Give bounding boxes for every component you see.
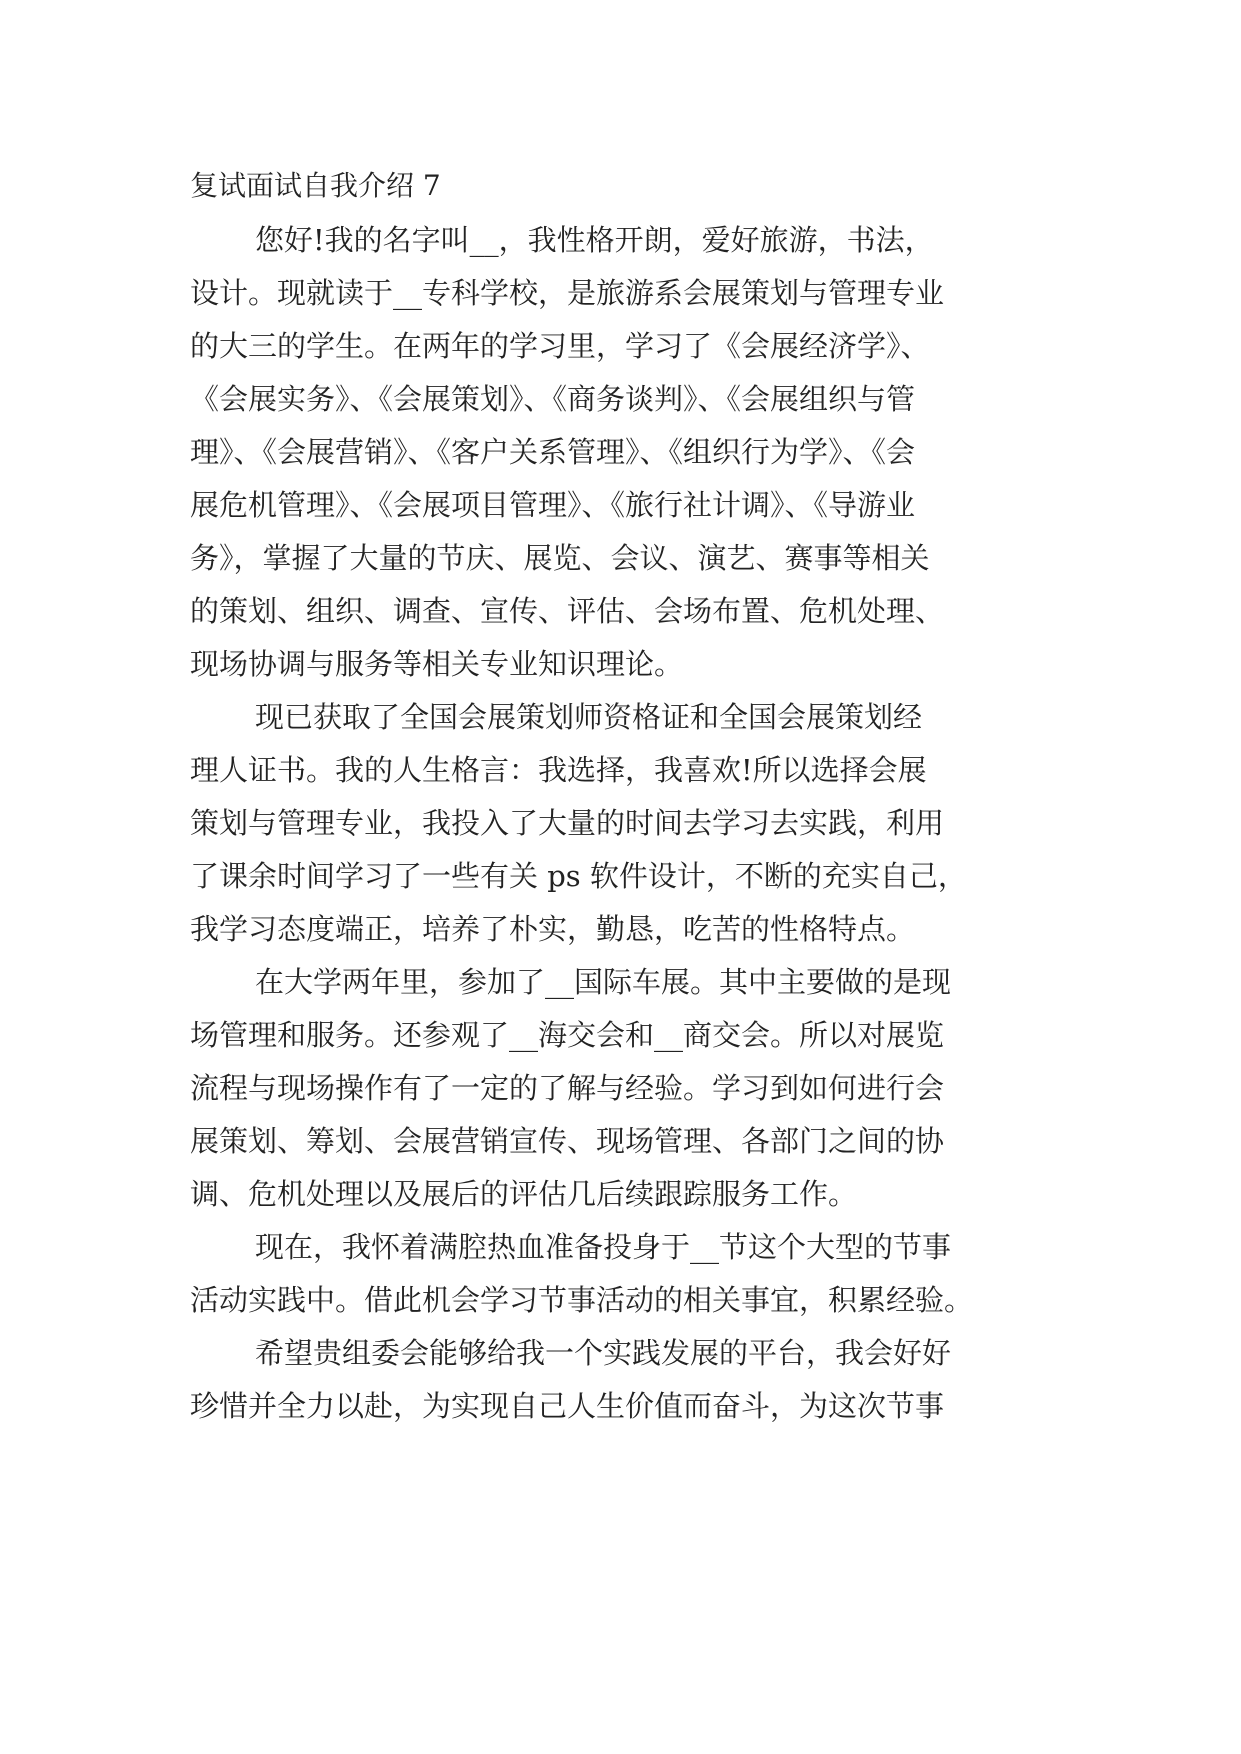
paragraph-line: 在大学两年里，参加了__国际车展。其中主要做的是现 <box>255 965 952 999</box>
paragraph-line: 调、危机处理以及展后的评估几后续跟踪服务工作。 <box>190 1177 858 1211</box>
paragraph-line: 现已获取了全国会展策划师资格证和全国会展策划经 <box>255 700 923 734</box>
document-title: 复试面试自我介绍 7 <box>190 169 441 202</box>
paragraph-line: 策划与管理专业，我投入了大量的时间去学习去实践，利用 <box>190 806 945 840</box>
paragraph-line: 流程与现场操作有了一定的了解与经验。学习到如何进行会 <box>190 1071 945 1105</box>
paragraph-line: 的策划、组织、调查、宣传、评估、会场布置、危机处理、 <box>190 594 945 628</box>
paragraph-line: 活动实践中。借此机会学习节事活动的相关事宜，积累经验。 <box>190 1283 974 1317</box>
paragraph-line: 现场协调与服务等相关专业知识理论。 <box>190 647 684 681</box>
paragraph-line: 珍惜并全力以赴，为实现自己人生价值而奋斗，为这次节事 <box>190 1389 945 1423</box>
paragraph-line: 展危机管理》、《会展项目管理》、《旅行社计调》、《导游业 <box>190 488 916 522</box>
paragraph-line: 您好!我的名字叫__，我性格开朗，爱好旅游，书法， <box>255 223 934 257</box>
paragraph-line: 的大三的学生。在两年的学习里，学习了《会展经济学》、 <box>190 329 930 363</box>
paragraph-line: 理人证书。我的人生格言：我选择，我喜欢!所以选择会展 <box>190 753 927 787</box>
paragraph-line: 场管理和服务。还参观了__海交会和__商交会。所以对展览 <box>190 1018 945 1052</box>
paragraph-line: 设计。现就读于__专科学校，是旅游系会展策划与管理专业 <box>190 276 945 310</box>
paragraph-line: 现在，我怀着满腔热血准备投身于__节这个大型的节事 <box>255 1230 952 1264</box>
paragraph-line: 理》、《会展营销》、《客户关系管理》、《组织行为学》、《会 <box>190 435 916 469</box>
paragraph-line: 务》，掌握了大量的节庆、展览、会议、演艺、赛事等相关 <box>190 541 930 575</box>
paragraph-line: 《会展实务》、《会展策划》、《商务谈判》、《会展组织与管 <box>190 382 916 416</box>
paragraph-line: 我学习态度端正，培养了朴实，勤恳，吃苦的性格特点。 <box>190 912 916 946</box>
paragraph-line: 展策划、筹划、会展营销宣传、现场管理、各部门之间的协 <box>190 1124 945 1158</box>
paragraph-line: 了课余时间学习了一些有关 ps 软件设计，不断的充实自己， <box>190 859 967 893</box>
paragraph-line: 希望贵组委会能够给我一个实践发展的平台，我会好好 <box>255 1336 952 1370</box>
